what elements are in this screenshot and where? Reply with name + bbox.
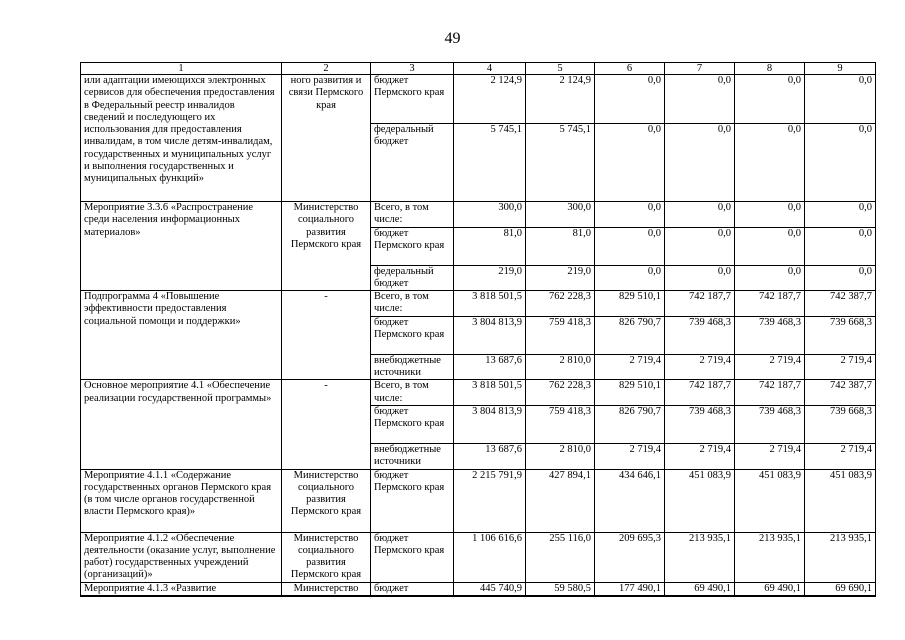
amount-cell: 2 810,0 xyxy=(526,443,595,469)
amount-cell: 742 187,7 xyxy=(665,380,735,406)
amount-cell: 762 228,3 xyxy=(526,380,595,406)
amount-cell: 445 740,9 xyxy=(454,582,526,596)
amount-cell: 0,0 xyxy=(595,227,665,265)
amount-cell: 451 083,9 xyxy=(805,469,876,532)
amount-cell: 209 695,3 xyxy=(595,532,665,582)
column-header: 4 xyxy=(454,63,526,75)
table-row xyxy=(81,582,876,596)
activity-name-cell: Мероприятие 3.3.6 «Распространение среди населения информационных материалов» xyxy=(81,202,282,291)
funding-source-cell: бюджет Пермского края xyxy=(371,469,454,532)
amount-cell: 2 215 791,9 xyxy=(454,469,526,532)
executor-cell: Министерство социального развития Пермского края xyxy=(282,202,371,291)
column-header: 7 xyxy=(665,63,735,75)
amount-cell: 826 790,7 xyxy=(595,405,665,443)
table-row xyxy=(81,202,876,228)
funding-source-cell: внебюджетные источники xyxy=(371,443,454,469)
table-row xyxy=(81,291,876,317)
funding-source-cell: бюджет Пермского края xyxy=(371,316,454,354)
activity-name-cell: Подпрограмма 4 «Повышение эффективности предоставления социальной помощи и поддержки» xyxy=(81,291,282,380)
activity-name-cell: Мероприятие 4.1.1 «Содержание государственных органов Пермского края (в том числе органов государственной власти Пермского края)» xyxy=(81,469,282,532)
funding-source-cell: бюджет Пермского края xyxy=(371,75,454,124)
activity-name-cell: Мероприятие 4.1.3 «Развитие xyxy=(81,582,282,596)
amount-cell: 213 935,1 xyxy=(805,532,876,582)
amount-cell: 739 668,3 xyxy=(805,405,876,443)
amount-cell: 742 187,7 xyxy=(665,291,735,317)
funding-source-cell: Всего, в том числе: xyxy=(371,380,454,406)
amount-cell: 762 228,3 xyxy=(526,291,595,317)
amount-cell: 81,0 xyxy=(454,227,526,265)
amount-cell: 69 490,1 xyxy=(735,582,805,596)
amount-cell: 427 894,1 xyxy=(526,469,595,532)
amount-cell: 59 580,5 xyxy=(526,582,595,596)
amount-cell: 255 116,0 xyxy=(526,532,595,582)
activity-name-cell: Мероприятие 4.1.2 «Обеспечение деятельности (оказание услуг, выполнение работ) государственных учреждений (организаций)» xyxy=(81,532,282,582)
amount-cell: 739 468,3 xyxy=(665,405,735,443)
amount-cell: 2 810,0 xyxy=(526,354,595,380)
funding-source-cell: Всего, в том числе: xyxy=(371,202,454,228)
amount-cell: 2 719,4 xyxy=(665,354,735,380)
amount-cell: 0,0 xyxy=(735,124,805,202)
funding-source-cell: бюджет xyxy=(371,582,454,596)
amount-cell: 742 387,7 xyxy=(805,380,876,406)
amount-cell: 0,0 xyxy=(735,227,805,265)
amount-cell: 2 719,4 xyxy=(735,443,805,469)
amount-cell: 0,0 xyxy=(735,202,805,228)
amount-cell: 219,0 xyxy=(454,265,526,291)
executor-cell: - xyxy=(282,380,371,469)
column-header: 6 xyxy=(595,63,665,75)
table-row xyxy=(81,469,876,532)
amount-cell: 5 745,1 xyxy=(454,124,526,202)
amount-cell: 0,0 xyxy=(595,75,665,124)
amount-cell: 2 719,4 xyxy=(665,443,735,469)
amount-cell: 739 468,3 xyxy=(735,316,805,354)
column-header: 2 xyxy=(282,63,371,75)
amount-cell: 0,0 xyxy=(595,124,665,202)
amount-cell: 0,0 xyxy=(665,265,735,291)
amount-cell: 3 804 813,9 xyxy=(454,405,526,443)
page-number: 49 xyxy=(444,30,461,47)
funding-source-cell: бюджет Пермского края xyxy=(371,227,454,265)
amount-cell: 759 418,3 xyxy=(526,405,595,443)
amount-cell: 0,0 xyxy=(805,75,876,124)
amount-cell: 0,0 xyxy=(665,227,735,265)
amount-cell: 3 818 501,5 xyxy=(454,291,526,317)
executor-cell: Министерство социального развития Пермского края xyxy=(282,469,371,532)
amount-cell: 0,0 xyxy=(665,124,735,202)
amount-cell: 742 187,7 xyxy=(735,380,805,406)
amount-cell: 739 668,3 xyxy=(805,316,876,354)
amount-cell: 177 490,1 xyxy=(595,582,665,596)
amount-cell: 219,0 xyxy=(526,265,595,291)
amount-cell: 2 719,4 xyxy=(735,354,805,380)
funding-source-cell: федеральный бюджет xyxy=(371,124,454,202)
funding-source-cell: бюджет Пермского края xyxy=(371,405,454,443)
budget-table xyxy=(80,62,876,597)
amount-cell: 0,0 xyxy=(595,265,665,291)
amount-cell: 2 719,4 xyxy=(805,443,876,469)
amount-cell: 300,0 xyxy=(454,202,526,228)
funding-source-cell: Всего, в том числе: xyxy=(371,291,454,317)
amount-cell: 0,0 xyxy=(805,124,876,202)
amount-cell: 829 510,1 xyxy=(595,291,665,317)
column-header: 1 xyxy=(81,63,282,75)
amount-cell: 829 510,1 xyxy=(595,380,665,406)
amount-cell: 2 124,9 xyxy=(526,75,595,124)
amount-cell: 2 719,4 xyxy=(805,354,876,380)
amount-cell: 739 468,3 xyxy=(665,316,735,354)
column-header: 9 xyxy=(805,63,876,75)
amount-cell: 3 818 501,5 xyxy=(454,380,526,406)
activity-name-cell: или адаптации имеющихся электронных сервисов для обеспечения предоставления в Федеральный реестр инвалидов сведений и последующего их использования для предоставления инвалидам, в том числе детям-инвалидам, государственных и муниципальных услуг и выполнения государственных и муниципальных функций» xyxy=(81,75,282,202)
funding-source-cell: внебюджетные источники xyxy=(371,354,454,380)
amount-cell: 5 745,1 xyxy=(526,124,595,202)
column-header: 3 xyxy=(371,63,454,75)
amount-cell: 81,0 xyxy=(526,227,595,265)
amount-cell: 0,0 xyxy=(665,202,735,228)
amount-cell: 13 687,6 xyxy=(454,443,526,469)
amount-cell: 2 719,4 xyxy=(595,354,665,380)
amount-cell: 1 106 616,6 xyxy=(454,532,526,582)
amount-cell: 0,0 xyxy=(735,75,805,124)
executor-cell: Министерство социального развития Пермского края xyxy=(282,532,371,582)
table-row xyxy=(81,532,876,582)
table-row xyxy=(81,75,876,124)
amount-cell: 451 083,9 xyxy=(665,469,735,532)
funding-source-cell: федеральный бюджет xyxy=(371,265,454,291)
executor-cell: Министерство xyxy=(282,582,371,596)
column-header-row xyxy=(81,63,876,75)
amount-cell: 300,0 xyxy=(526,202,595,228)
executor-cell: ного развития и связи Пермского края xyxy=(282,75,371,202)
amount-cell: 0,0 xyxy=(805,227,876,265)
amount-cell: 742 187,7 xyxy=(735,291,805,317)
amount-cell: 0,0 xyxy=(805,265,876,291)
amount-cell: 2 719,4 xyxy=(595,443,665,469)
funding-source-cell: бюджет Пермского края xyxy=(371,532,454,582)
amount-cell: 13 687,6 xyxy=(454,354,526,380)
amount-cell: 434 646,1 xyxy=(595,469,665,532)
amount-cell: 2 124,9 xyxy=(454,75,526,124)
amount-cell: 0,0 xyxy=(735,265,805,291)
amount-cell: 759 418,3 xyxy=(526,316,595,354)
amount-cell: 69 490,1 xyxy=(665,582,735,596)
amount-cell: 3 804 813,9 xyxy=(454,316,526,354)
table-row xyxy=(81,380,876,406)
activity-name-cell: Основное мероприятие 4.1 «Обеспечение реализации государственной программы» xyxy=(81,380,282,469)
column-header: 5 xyxy=(526,63,595,75)
amount-cell: 0,0 xyxy=(805,202,876,228)
column-header: 8 xyxy=(735,63,805,75)
amount-cell: 742 387,7 xyxy=(805,291,876,317)
amount-cell: 0,0 xyxy=(595,202,665,228)
executor-cell: - xyxy=(282,291,371,380)
amount-cell: 0,0 xyxy=(665,75,735,124)
amount-cell: 213 935,1 xyxy=(735,532,805,582)
amount-cell: 213 935,1 xyxy=(665,532,735,582)
amount-cell: 69 690,1 xyxy=(805,582,876,596)
amount-cell: 826 790,7 xyxy=(595,316,665,354)
amount-cell: 451 083,9 xyxy=(735,469,805,532)
amount-cell: 739 468,3 xyxy=(735,405,805,443)
